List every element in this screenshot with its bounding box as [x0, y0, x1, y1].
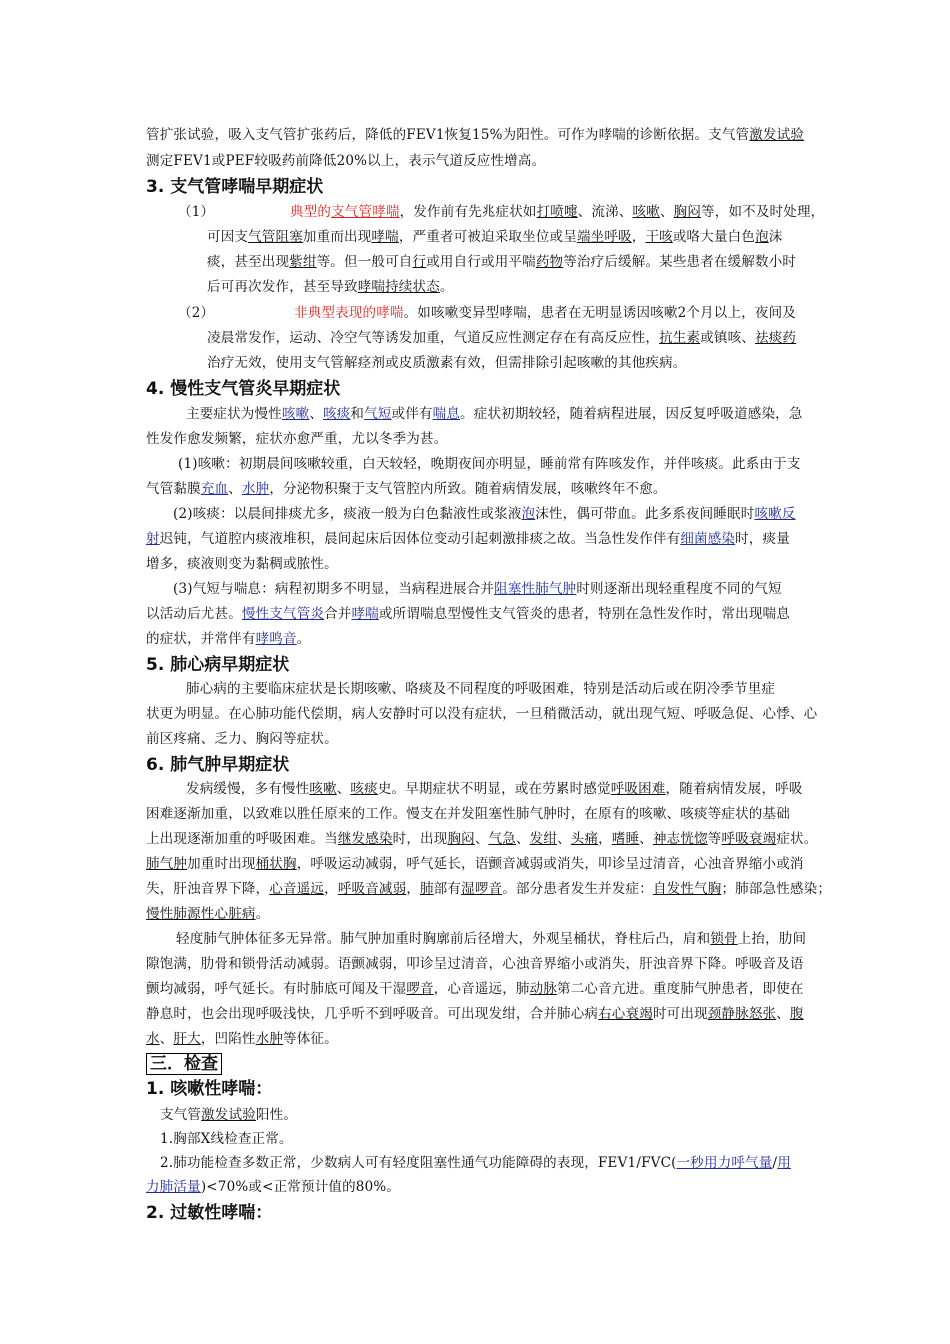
text-line: 状更为明显。在心肺功能代偿期，病人安静时可以没有症状，一旦稍微活动，就出现气短、呼吸急促、心悸、心 [146, 706, 818, 722]
text-line: 射迟钝，气道腔内痰液堆积，晨间起床后因体位变动引起刺激排痰之故。当急性发作伴有细菌感染时，痰量 [146, 531, 790, 547]
link-term[interactable]: 呼吸衰竭 [721, 831, 777, 847]
text-line: 力肺活量)<70%或<正常预计值的80%。 [146, 1179, 401, 1195]
link-term[interactable]: 慢性支气管炎 [241, 606, 325, 622]
text-line: 失，肝浊音界下降，心音遥远，呼吸音减弱，肺部有湿啰音。部分患者发生并发症：自发性气胸；肺部急性感染； [146, 881, 832, 897]
text-line: (2)咳痰：以晨间排痰尤多，痰液一般为白色黏液性或浆液泡沫性，偶可带血。此多系夜间睡眠时咳嗽反 [173, 506, 796, 522]
link-term[interactable]: 气急 [488, 831, 516, 847]
list-number: （2） [178, 305, 215, 321]
text-line: 困难逐渐加重，以致难以胜任原来的工作。慢支在并发阻塞性肺气肿时，在原有的咳嗽、咳痰等症状的基础 [146, 806, 790, 822]
link-term[interactable]: 继发感染 [337, 831, 393, 847]
text-line: 增多，痰液则变为黏稠或脓性。 [146, 556, 338, 572]
text-line: 支气管激发试验阳性。 [160, 1107, 298, 1123]
link-term[interactable]: 头痛 [570, 831, 599, 847]
section-heading: 5. 肺心病早期症状 [146, 655, 290, 675]
text-line: 隙饱满，肋骨和锁骨活动减弱。语颤减弱，叩诊呈过清音，心浊音界缩小或消失，肝浊音界下降。呼吸音及语 [146, 956, 804, 972]
text-line: 非典型表现的哮喘。如咳嗽变异型哮喘，患者在无明显诱因咳嗽2个月以上，夜间及 [294, 305, 796, 321]
link-term[interactable]: 泡 [755, 229, 769, 245]
link-term[interactable]: 气管阻塞 [248, 229, 303, 245]
section-heading: 3. 支气管哮喘早期症状 [146, 177, 324, 197]
link-term[interactable]: 咳痰 [350, 781, 378, 797]
link-term[interactable]: 一秒用力呼气量 [676, 1155, 773, 1171]
link-term[interactable]: 干咳 [645, 229, 673, 245]
link-term[interactable]: 哮喘 [351, 606, 379, 622]
link-term[interactable]: 肺 [420, 881, 434, 897]
link-term[interactable]: 腹 [789, 1006, 804, 1022]
link-term[interactable]: 发绀 [529, 831, 558, 847]
link-term[interactable]: 右心衰竭 [598, 1006, 653, 1022]
link-term[interactable]: 药物 [535, 254, 564, 270]
link-term[interactable]: 动脉 [529, 981, 558, 997]
link-term[interactable]: 阻塞性肺气肿 [494, 581, 577, 597]
text-line: 前区疼痛、乏力、胸闷等症状。 [146, 731, 338, 747]
text-line: 肺气肿加重时出现桶状胸，呼吸运动减弱，呼气延长，语颤音减弱或消失，叩诊呈过清音，心浊音界缩小或消 [146, 856, 804, 872]
text-line: 上出现逐渐加重的呼吸困难。当继发感染时，出现胸闷、气急、发绀、头痛，嗜睡、神志恍惚等呼吸衰竭症状。 [146, 831, 818, 847]
text-line: 1.胸部X线检查正常。 [160, 1131, 293, 1147]
section-heading: 4. 慢性支气管炎早期症状 [146, 379, 341, 399]
text-line: 测定FEV1或PEF较吸药前降低20%以上，表示气道反应性增高。 [146, 153, 546, 169]
text-line: 主要症状为慢性咳嗽、咳痰和气短或伴有喘息。症状初期较轻，随着病程进展，因反复呼吸道感染，急 [186, 406, 803, 422]
link-term[interactable]: 水 [146, 1031, 160, 1047]
text-line: 治疗无效，使用支气管解痉剂或皮质激素有效，但需排除引起咳嗽的其他疾病。 [207, 355, 687, 371]
link-term[interactable]: 激发试验 [749, 127, 805, 143]
text-line: 后可再次发作，甚至导致哮喘持续状态。 [207, 279, 454, 295]
link-term[interactable]: 桶状胸 [255, 856, 297, 872]
link-term[interactable]: 祛痰药 [755, 330, 797, 346]
text-line: 痰，甚至出现紫绀等。但一般可自行或用自行或用平喘药物等治疗后缓解。某些患者在缓解数小时 [207, 254, 797, 270]
link-term[interactable]: 泡 [521, 506, 536, 522]
link-term[interactable]: 力肺活量 [146, 1179, 201, 1195]
link-term[interactable]: 肺气肿 [146, 856, 188, 872]
subsection-heading: 2. 过敏性哮喘： [146, 1203, 273, 1223]
link-term[interactable]: 胸闷 [673, 204, 702, 220]
link-term[interactable]: 充血 [200, 481, 229, 497]
link-term[interactable]: 呼吸音减弱 [337, 881, 407, 897]
section-heading: 6. 肺气肿早期症状 [146, 755, 290, 775]
link-term[interactable]: 水肿 [255, 1031, 284, 1047]
link-term[interactable]: 咳嗽 [309, 781, 337, 797]
link-term[interactable]: 呼吸困难 [610, 781, 666, 797]
link-term[interactable]: 湿啰音 [461, 881, 503, 897]
text-line: 静息时，也会出现呼吸浅快，几乎听不到呼吸音。可出现发绀，合并肺心病右心衰竭时可出现颈静脉怒张、腹 [146, 1006, 804, 1022]
text-line: 性发作愈发频繁，症状亦愈严重，尤以冬季为甚。 [146, 431, 448, 447]
text-line: 凌晨常发作，运动、冷空气等诱发加重，气道反应性测定存在有高反应性，抗生素或镇咳、祛痰药 [207, 330, 797, 346]
text-line: (1)咳嗽：初期晨间咳嗽较重，白天较轻，晚期夜间亦明显，睡前常有阵咳发作，并伴咳痰。此系由于支 [178, 456, 801, 472]
link-term[interactable]: 细菌感染 [680, 531, 736, 547]
section-heading-boxed: 三．检查 [146, 1053, 222, 1075]
text-line: 以活动后尤甚。慢性支气管炎合并哮喘或所谓喘息型慢性支气管炎的患者，特别在急性发作时，常出现喘息 [146, 606, 790, 622]
link-term[interactable]: 气短 [364, 406, 392, 422]
subsection-heading: 1. 咳嗽性哮喘： [146, 1079, 273, 1099]
text-line: 颤均减弱，呼气延长。有时肺底可闻及干湿啰音，心音遥远，肺动脉第二心音亢进。重度肺气肿患者，即使在 [146, 981, 804, 997]
link-term[interactable]: 行 [412, 254, 427, 270]
link-term[interactable]: 咳嗽反 [754, 506, 796, 522]
link-term[interactable]: 哮喘 [371, 229, 399, 245]
link-term[interactable]: 抗生素 [659, 330, 701, 346]
text-line: 发病缓慢，多有慢性咳嗽、咳痰史。早期症状不明显，或在劳累时感觉呼吸困难，随着病情发展，呼吸 [186, 781, 803, 797]
text-line: (3)气短与喘息：病程初期多不明显，当病程进展合并阻塞性肺气肿时则逐渐出现轻重程度不同的气短 [173, 581, 782, 597]
link-term[interactable]: 咳痰 [323, 406, 351, 422]
text-line: 的症状，并常伴有哮鸣音。 [146, 631, 311, 647]
link-term[interactable]: 用 [777, 1155, 791, 1171]
link-term[interactable]: 神志恍惚 [652, 831, 708, 847]
text-line: 肺心病的主要临床症状是长期咳嗽、咯痰及不同程度的呼吸困难，特别是活动后或在阴冷季节里症 [186, 681, 776, 697]
link-term[interactable]: 喘息 [432, 406, 461, 422]
link-term[interactable]: 啰音 [406, 981, 434, 997]
link-term[interactable]: 胸闷 [447, 831, 475, 847]
link-term[interactable]: 哮鸣音 [255, 631, 297, 647]
link-term[interactable]: 哮喘持续状态 [357, 279, 440, 295]
text-line: 慢性肺源性心脏病。 [146, 906, 270, 922]
text-line: 轻度肺气肿体征多无异常。肺气肿加重时胸廓前后径增大，外观呈桶状，脊柱后凸，肩和锁骨上抬，肋间 [176, 931, 807, 947]
link-term[interactable]: 咳嗽 [281, 406, 310, 422]
link-term[interactable]: 颈静脉怒张 [707, 1006, 777, 1022]
text-line: 水、肝大，凹陷性水肿等体征。 [146, 1031, 338, 1047]
link-term[interactable]: 嗜睡 [611, 831, 640, 847]
list-number: （1） [178, 204, 215, 220]
text-line: 气管黏膜充血、水肿，分泌物积聚于支气管腔内所致。随着病情发展，咳嗽终年不愈。 [146, 481, 667, 497]
link-term[interactable]: 慢性肺源性心脏病 [146, 906, 256, 922]
text-line: 典型的支气管哮喘，发作前有先兆症状如打喷嚏、流涕、咳嗽、胸闷等，如不及时处理， [290, 204, 825, 220]
link-term[interactable]: 支气管哮喘 [331, 204, 400, 220]
link-term[interactable]: 端坐呼吸 [576, 229, 632, 245]
link-term[interactable]: 打喷嚏 [536, 204, 578, 220]
text-line: 管扩张试验，吸入支气管扩张药后，降低的FEV1恢复15%为阳性。可作为哮喘的诊断依据。支气管激发试验 [146, 127, 805, 143]
link-term[interactable]: 锁骨 [710, 931, 738, 947]
text-line: 2.肺功能检查多数正常，少数病人可有轻度阻塞性通气功能障碍的表现，FEV1/FVC(一秒用力呼气量/用 [160, 1155, 791, 1171]
link-term[interactable]: 激发试验 [201, 1107, 256, 1123]
link-term[interactable]: 紫绀 [289, 254, 317, 270]
link-term[interactable]: 心音遥远 [269, 881, 325, 897]
link-term[interactable]: 肝大 [173, 1031, 201, 1047]
link-term[interactable]: 自发性气胸 [652, 881, 722, 897]
link-term[interactable]: 咳嗽 [632, 204, 660, 220]
link-term[interactable]: 水肿 [241, 481, 270, 497]
link-term[interactable]: 射 [146, 531, 160, 547]
text-line: 可因支气管阻塞加重而出现哮喘，严重者可被迫采取坐位或呈端坐呼吸，干咳或咯大量白色泡沫 [207, 229, 783, 245]
